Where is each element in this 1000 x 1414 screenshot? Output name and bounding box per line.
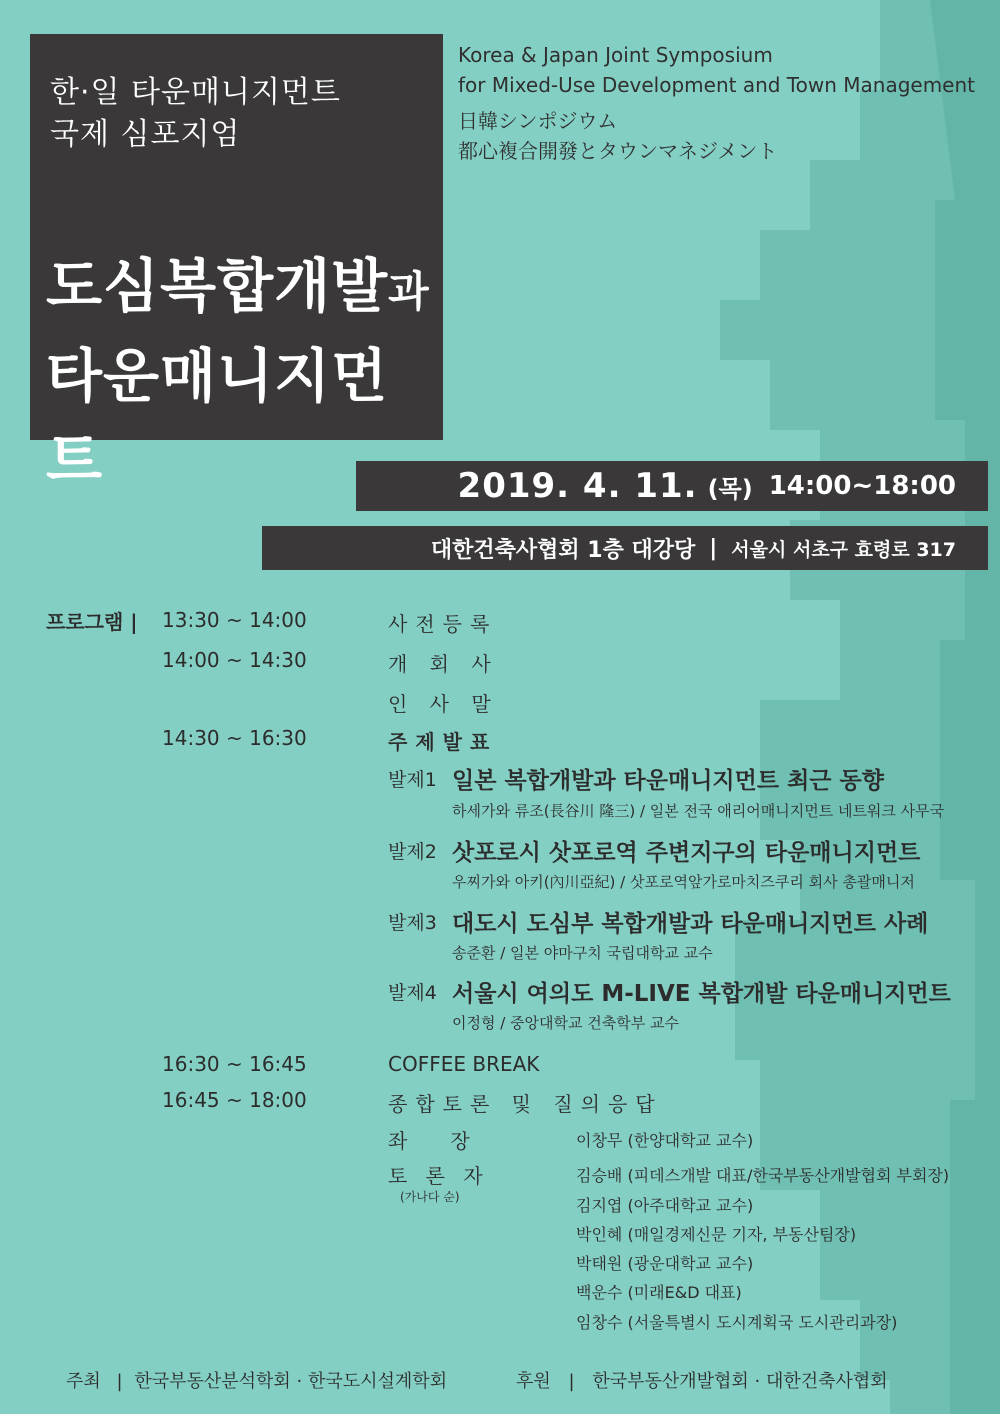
presentation-number: 발제4 (388, 982, 437, 1004)
venue-address: 서울시 서초구 효령로 317 (731, 538, 956, 561)
panel-label: 토 론 자 (388, 1164, 489, 1188)
program-item: 사전등록 (388, 612, 498, 636)
footer-sponsor (516, 1367, 888, 1393)
presentation-speaker: 하세가와 류조(長谷川 隆三) / 일본 전국 애리어매니지먼트 네트워크 사무국 (452, 802, 945, 820)
panelist: 박태원 (광운대학교 교수) (576, 1254, 754, 1273)
program-item: 개 회 사 (388, 652, 499, 676)
panelist: 백운수 (미래E&D 대표) (576, 1283, 742, 1302)
footer-host (66, 1367, 447, 1393)
title-box (30, 34, 443, 494)
event-date: 2019. 4. 11. (457, 466, 698, 506)
chair-label: 좌 장 (388, 1129, 476, 1153)
host-separator: | (116, 1371, 123, 1392)
panelist: 박인혜 (매일경제신문 기자, 부동산팀장) (576, 1225, 857, 1244)
panelist: 김승배 (피데스개발 대표/한국부동산개발협회 부회장) (576, 1166, 950, 1185)
title-en-line-2: for Mixed-Use Development and Town Management (458, 73, 976, 97)
sponsor-label: 후원 (516, 1371, 551, 1392)
host-label: 주최 (66, 1371, 101, 1392)
program-time: 16:30 ~ 16:45 (162, 1052, 307, 1076)
panelist: 김지엽 (아주대학교 교수) (576, 1196, 754, 1215)
program-item: COFFEE BREAK (388, 1052, 540, 1076)
presentation-title: 대도시 도심부 복합개발과 타운매니지먼트 사례 (452, 911, 929, 937)
presentation-title: 일본 복합개발과 타운매니지먼트 최근 동향 (452, 768, 884, 794)
program-time: 14:00 ~ 14:30 (162, 648, 307, 672)
main-title-line-1: 도심복합개발 (46, 252, 389, 320)
presentation-speaker: 우찌가와 아키(內川亞紀) / 삿포로역앞가로마치즈쿠리 회사 총괄매니저 (452, 873, 915, 891)
program-label: 프로그램 | (46, 610, 138, 634)
venue-name: 대한건축사협회 1층 대강당 (430, 537, 696, 563)
main-title-line-2: 타운매니지먼트 (46, 342, 389, 494)
main-title-particle: 과 (388, 267, 430, 316)
foreign-titles (458, 40, 975, 166)
sponsor-organizations: 한국부동산개발협회 · 대한건축사협회 (592, 1371, 888, 1392)
panelist: 임창수 (서울특별시 도시계획국 도시관리과장) (576, 1313, 898, 1332)
program-time: 13:30 ~ 14:00 (162, 608, 307, 632)
presentation-number: 발제1 (388, 769, 437, 791)
presentation-speaker: 송준환 / 일본 야마구치 국립대학교 교수 (452, 944, 713, 962)
date-bar (356, 461, 988, 511)
host-organizations: 한국부동산분석학회 · 한국도시설계학회 (134, 1371, 448, 1392)
title-en-line-1: Korea & Japan Joint Symposium (458, 43, 773, 67)
program-item: 인 사 말 (388, 692, 499, 716)
chair-name: 이창무 (한양대학교 교수) (576, 1131, 754, 1150)
venue-bar (262, 526, 988, 570)
title-jp-line-1: 日韓シンポジウム (458, 109, 618, 133)
sponsor-separator: | (568, 1371, 575, 1392)
event-time: 14:00~18:00 (768, 471, 956, 501)
program-time: 16:45 ~ 18:00 (162, 1088, 307, 1112)
subtitle-line-1: 한·일 타운매니지먼트 (50, 75, 341, 110)
presentation-title: 삿포로시 삿포로역 주변지구의 타운매니지먼트 (452, 840, 921, 866)
presentation-speaker: 이정형 / 중앙대학교 건축학부 교수 (452, 1014, 679, 1032)
event-weekday: (목) (707, 474, 753, 503)
subtitle-kr (50, 72, 341, 156)
program-time: 14:30 ~ 16:30 (162, 726, 307, 750)
panel-order-note: (가나다 순) (400, 1190, 460, 1204)
presentation-title: 서울시 여의도 M-LIVE 복합개발 타운매니지먼트 (452, 981, 951, 1007)
presentation-number: 발제2 (388, 841, 437, 863)
title-jp-line-2: 都心複合開發とタウンマネジメント (458, 139, 778, 163)
program-item: 주제발표 (388, 730, 498, 754)
presentation-number: 발제3 (388, 912, 437, 934)
subtitle-line-2: 국제 심포지엄 (50, 117, 241, 152)
venue-separator: | (709, 535, 718, 561)
program-item: 종합토론 및 질의응답 (388, 1092, 663, 1116)
